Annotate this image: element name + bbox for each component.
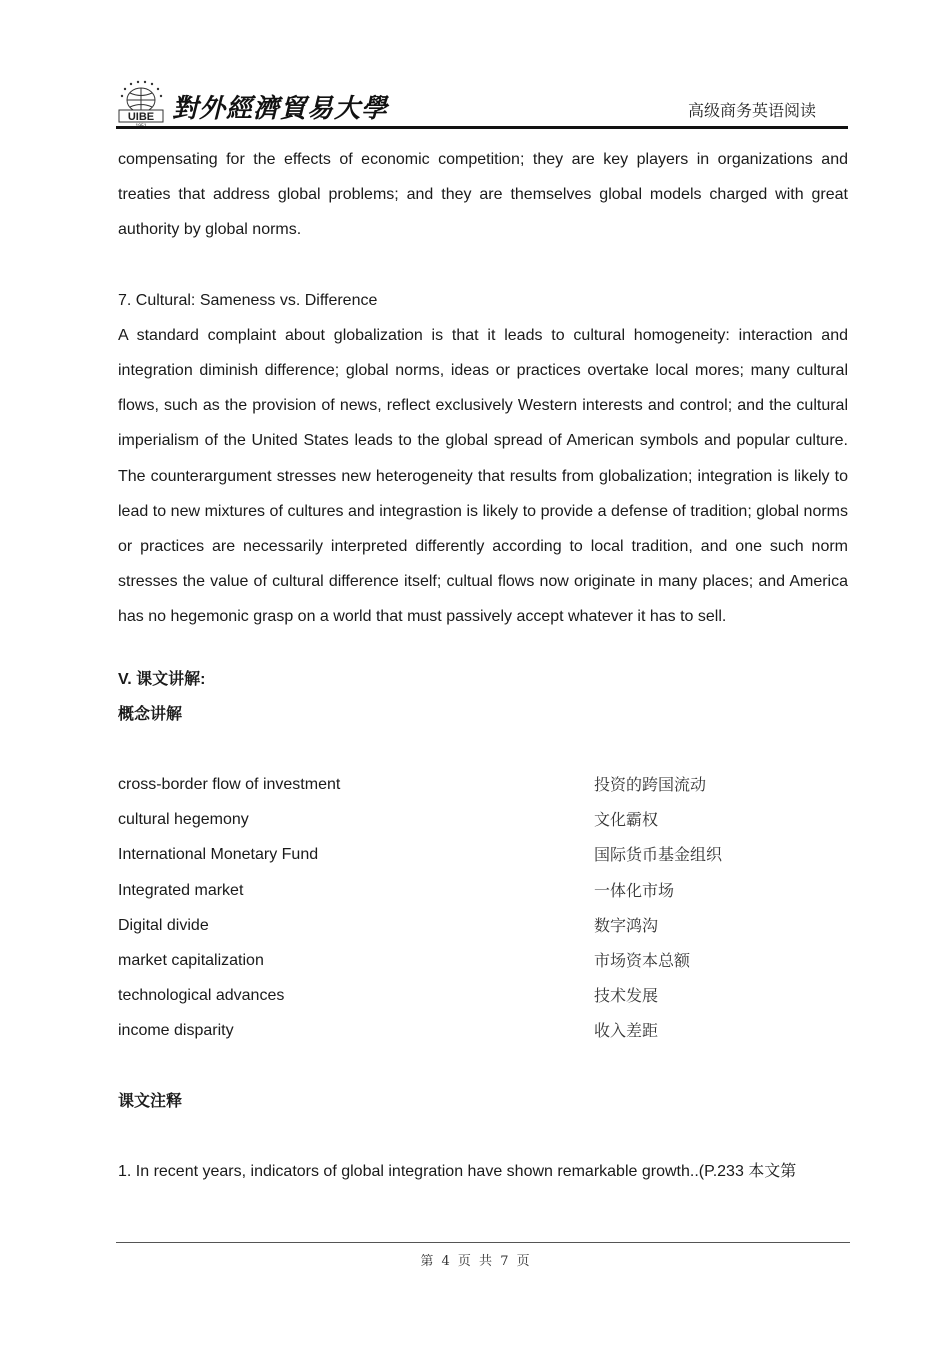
- vocab-term: technological advances: [118, 987, 285, 1005]
- header-divider: [116, 126, 848, 129]
- vocab-translation: 一体化市场: [594, 880, 675, 900]
- notes-heading: 课文注释: [118, 1092, 183, 1110]
- logo-acronym: UIBE: [127, 111, 155, 123]
- vocab-term: market capitalization: [118, 951, 264, 969]
- vocab-row: [118, 767, 848, 802]
- vocab-row: [118, 1013, 848, 1048]
- vocab-row: [118, 837, 848, 872]
- footer-divider: [116, 1242, 850, 1243]
- vocab-row: [118, 908, 848, 943]
- vocab-row: [118, 943, 848, 978]
- university-name: 對外經濟貿易大學: [172, 94, 389, 124]
- page-number: 第 4 页 共 7 页: [420, 1254, 532, 1269]
- page-body: [118, 142, 848, 1189]
- course-title: 高级商务英语阅读: [687, 103, 816, 120]
- section-7-paragraph: A standard complaint about globalization is that it leads to cultural homogeneity: interaction and integration diminish difference; global norms, ideas or practices overtake local mores; many cultural flows, such as the provision of news, reflect exclusively Western interests and control; and the cultural imperialism of the United States leads to the global spread of American symbols and popular culture. The counterargument stresses new heterogeneity that results from globalization; integration is likely to lead to new mixtures of cultures and integrastion is likely to provide a defense of tradition; global norms or practices are necessarily interpreted differently according to local tradition, and one such norm stresses the value of cultural difference itself; cultual flows now originate in many places; and America has no hegemonic grasp on a world that must passively accept whatever it has to sell.: [118, 326, 848, 626]
- vocab-row: [118, 802, 848, 837]
- section-5-heading: V. 课文讲解:: [118, 670, 206, 688]
- vocab-term: income disparity: [118, 1022, 234, 1040]
- note-1: 1. In recent years, indicators of global integration have shown remarkable growth..(P.233 本文第: [118, 1162, 797, 1180]
- vocab-translation: 收入差距: [594, 1021, 659, 1041]
- university-logo-emblem: [116, 80, 166, 128]
- vocab-translation: 技术发展: [594, 986, 659, 1006]
- vocab-term: Digital divide: [118, 916, 209, 934]
- continued-paragraph: compensating for the effects of economic competition; they are key players in organizations and treaties that address global problems; and they are themselves global models charged with great authority by global norms.: [118, 151, 848, 239]
- vocab-term: cultural hegemony: [118, 811, 249, 829]
- vocab-term: Integrated market: [118, 881, 244, 899]
- vocab-translation: 市场资本总额: [594, 950, 691, 970]
- vocabulary-list: [118, 767, 848, 1049]
- concepts-heading: 概念讲解: [118, 705, 183, 723]
- section-7-title: 7. Cultural: Sameness vs. Difference: [118, 291, 378, 309]
- vocab-translation: 数字鸿沟: [594, 915, 659, 935]
- vocab-term: cross-border flow of investment: [118, 776, 341, 794]
- vocab-translation: 投资的跨国流动: [594, 775, 707, 795]
- vocab-translation: 国际货币基金组织: [594, 845, 723, 865]
- vocab-row: [118, 873, 848, 908]
- vocab-row: [118, 978, 848, 1013]
- vocab-translation: 文化霸权: [594, 810, 659, 830]
- vocab-term: International Monetary Fund: [118, 846, 319, 864]
- page-header: [116, 76, 848, 132]
